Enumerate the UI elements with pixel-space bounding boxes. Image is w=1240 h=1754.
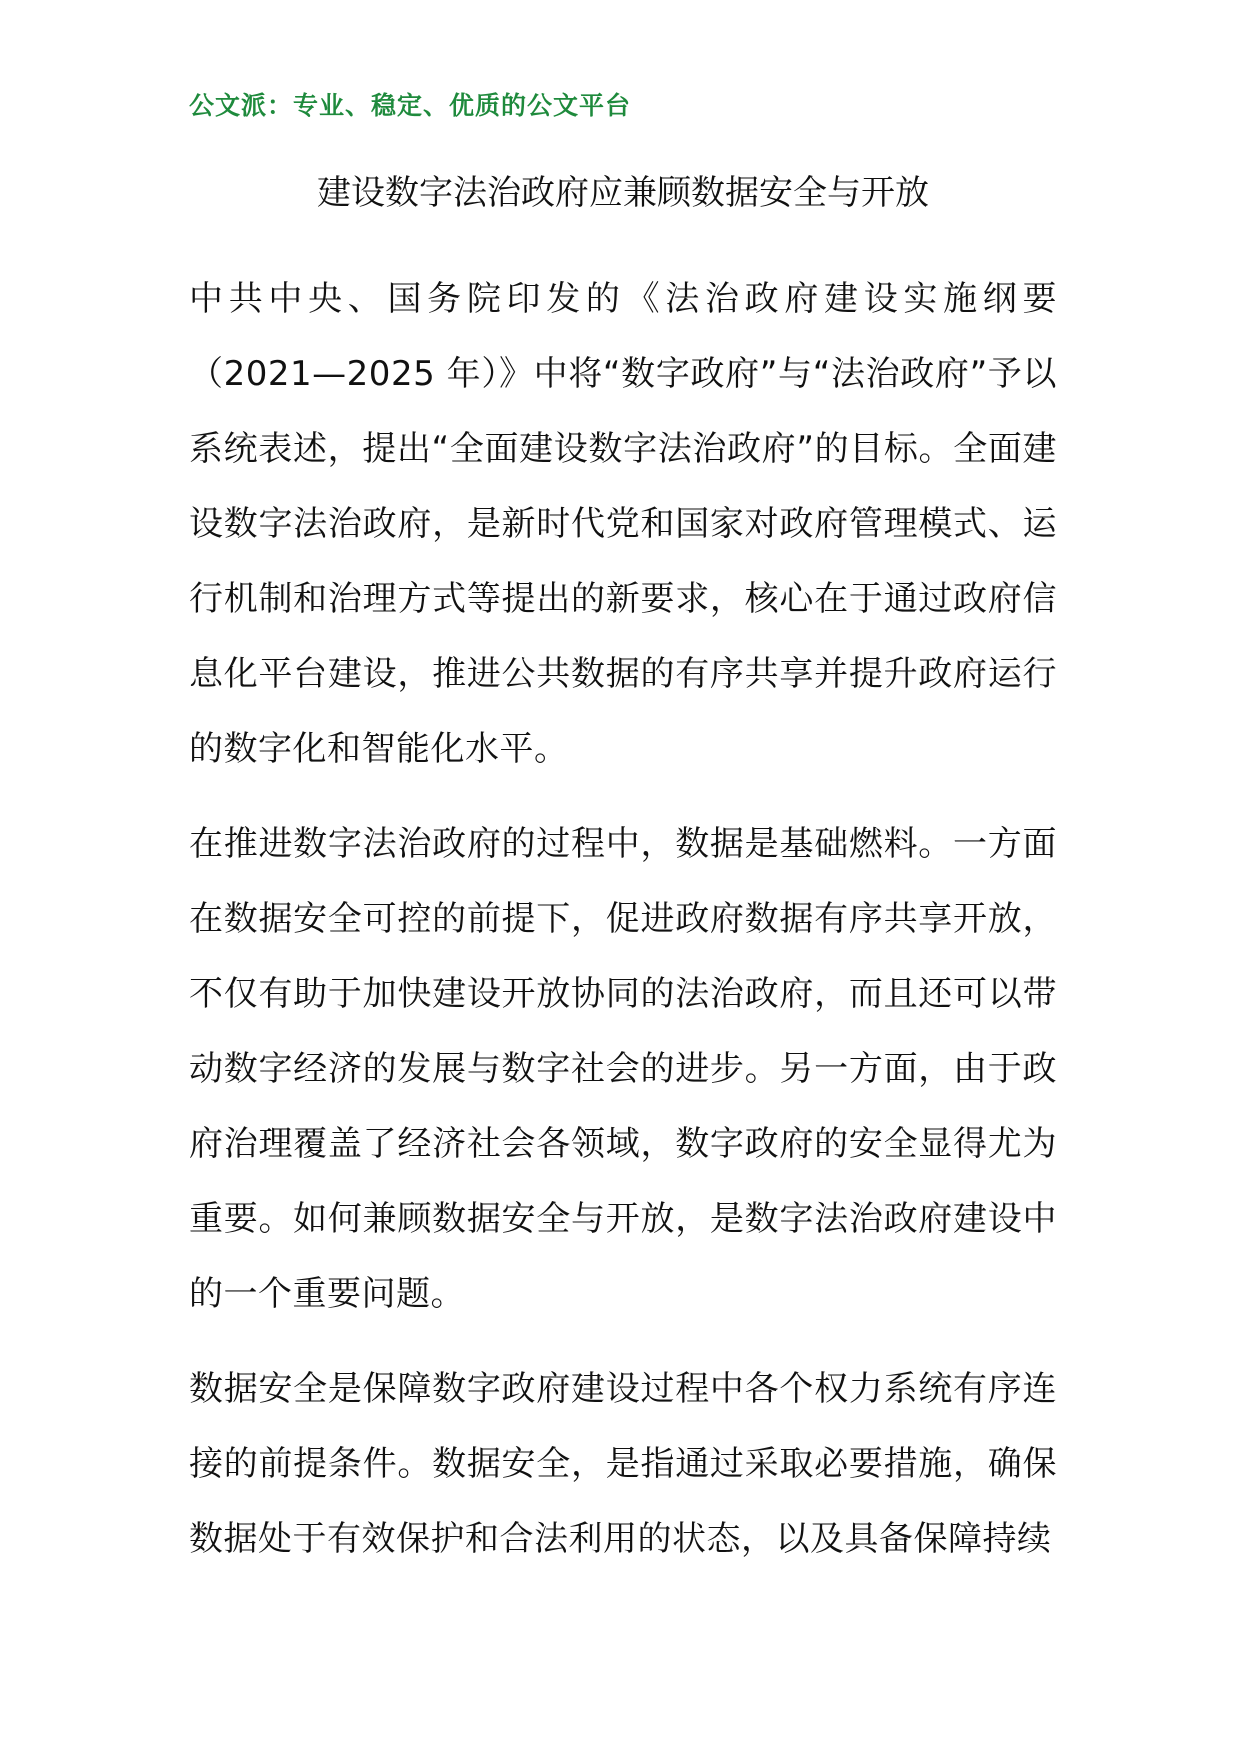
document-title: 建设数字法治政府应兼顾数据安全与开放 xyxy=(317,173,929,213)
document-body xyxy=(189,262,1057,1597)
paragraph: 在推进数字法治政府的过程中，数据是基础燃料。一方面在数据安全可控的前提下，促进政府数据有序共享开放，不仅有助于加快建设开放协同的法治政府，而且还可以带动数字经济的发展与数字社会的进步。另一方面，由于政府治理覆盖了经济社会各领域，数字政府的安全显得尤为重要。如何兼顾数据安全与开放，是数字法治政府建设中的一个重要问题。 xyxy=(189,824,1057,1314)
paragraph: 中共中央、国务院印发的《法治政府建设实施纲要（2021—2025 年）》中将“数字政府”与“法治政府”予以系统表述，提出“全面建设数字法治政府”的目标。全面建设数字法治政府，是新时代党和国家对政府管理模式、运行机制和治理方式等提出的新要求，核心在于通过政府信息化平台建设，推进公共数据的有序共享并提升政府运行的数字化和智能化水平。 xyxy=(189,279,1057,769)
brand-header: 公文派：专业、稳定、优质的公文平台 xyxy=(189,91,632,120)
paragraph: 数据安全是保障数字政府建设过程中各个权力系统有序连接的前提条件。数据安全，是指通过采取必要措施，确保数据处于有效保护和合法利用的状态，以及具备保障持续 xyxy=(189,1369,1057,1559)
